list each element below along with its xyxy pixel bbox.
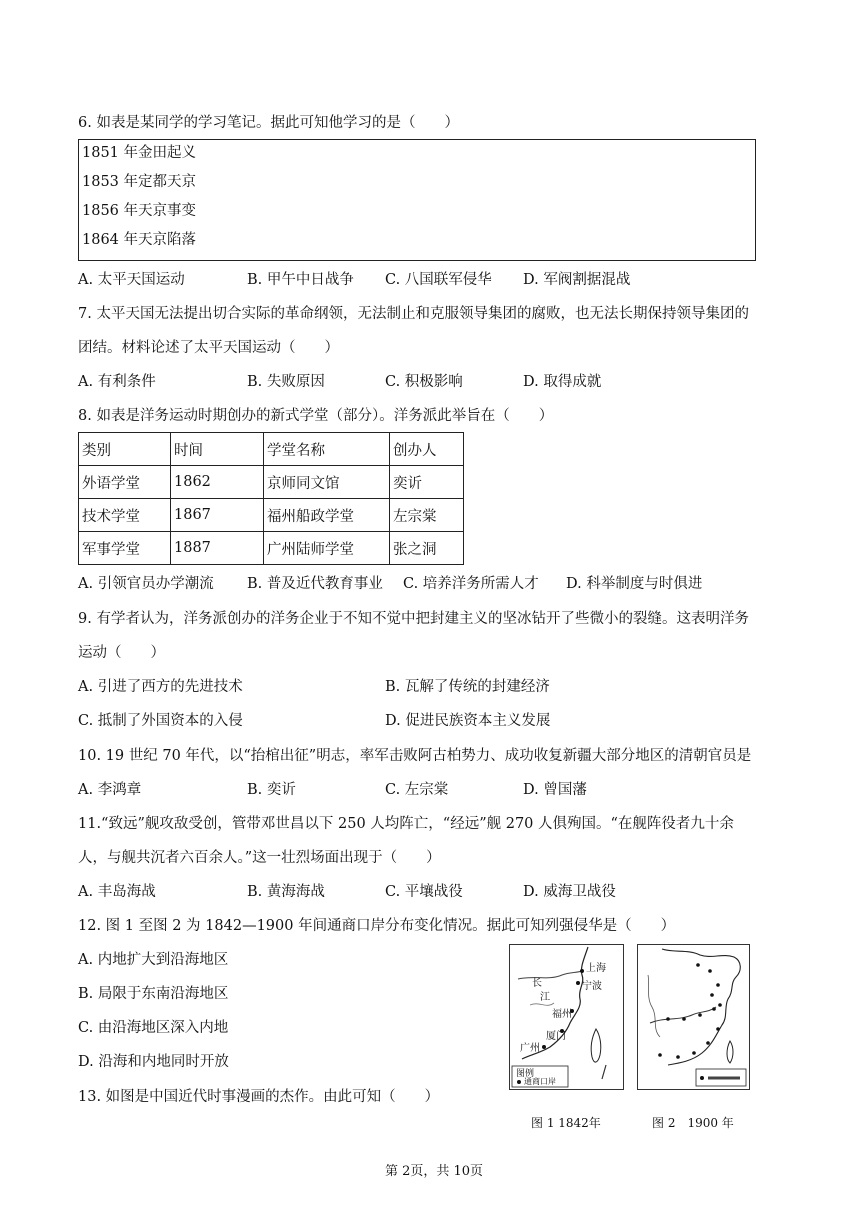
table-row: [79, 499, 464, 532]
q10-option-d[interactable]: D. 曾国藩: [523, 782, 587, 798]
q9-option-c[interactable]: C. 抵制了外国资本的入侵: [78, 713, 243, 729]
q9-option-b[interactable]: B. 瓦解了传统的封建经济: [385, 679, 550, 695]
q13-stem: 13. 如图是中国近代时事漫画的杰作。由此可知（ ）: [78, 1089, 440, 1105]
q7-stem-line2: 团结。材料论述了太平天国运动（ ）: [78, 340, 339, 356]
q10-stem: 10. 19 世纪 70 年代，以“抬棺出征”明志，率军击败阿古柏势力、成功收复新疆大部分地区的清朝官员是: [78, 748, 752, 764]
map-label: 宁波: [582, 981, 602, 992]
q9-option-a[interactable]: A. 引进了西方的先进技术: [78, 679, 243, 695]
map-label: 广州: [520, 1043, 540, 1054]
q8-stem: 8. 如表是洋务运动时期创办的新式学堂（部分）。洋务派此举旨在（ ）: [78, 408, 554, 424]
map-label: 上海: [586, 963, 606, 974]
table-cell: 技术学堂: [79, 499, 171, 532]
q6-note: 1853 年定都天京: [82, 174, 197, 190]
map-1900-caption: 图 2 1900 年: [652, 1116, 734, 1130]
table-cell: 左宗棠: [390, 499, 464, 532]
q10-option-c[interactable]: C. 左宗棠: [385, 782, 449, 798]
map-label: 江: [540, 992, 550, 1003]
table-cell: 军事学堂: [79, 532, 171, 565]
q6-notes-box: [78, 139, 756, 261]
map-label: 长: [532, 978, 542, 989]
q6-note: 1856 年天京事变: [82, 203, 197, 219]
map-1900-drawing: [638, 945, 749, 1089]
q11-option-b[interactable]: B. 黄海海战: [247, 884, 325, 900]
table-cell: 奕䜣: [390, 466, 464, 499]
q8-option-d[interactable]: D. 科举制度与时俱进: [566, 576, 703, 592]
q11-option-a[interactable]: A. 丰岛海战: [78, 884, 156, 900]
table-cell: 1887: [171, 532, 264, 565]
table-cell: 1862: [171, 466, 264, 499]
table-header-row: [79, 433, 464, 466]
map-1842: [509, 944, 624, 1090]
q6-option-b[interactable]: B. 甲午中日战争: [247, 272, 354, 288]
q12-option-b[interactable]: B. 局限于东南沿海地区: [78, 986, 229, 1002]
map-legend-title: 图例: [516, 1069, 535, 1079]
table-cell: 广州陆师学堂: [264, 532, 390, 565]
q12-option-a[interactable]: A. 内地扩大到沿海地区: [78, 952, 229, 968]
q12-option-c[interactable]: C. 由沿海地区深入内地: [78, 1020, 229, 1036]
table-cell: 福州船政学堂: [264, 499, 390, 532]
map-1900: [637, 944, 750, 1090]
q8-option-c[interactable]: C. 培养洋务所需人才: [403, 576, 539, 592]
q12-stem: 12. 图 1 至图 2 为 1842—1900 年间通商口岸分布变化情况。据此可知列强侵华是（ ）: [78, 918, 676, 934]
q6-option-c[interactable]: C. 八国联军侵华: [385, 272, 492, 288]
q6-option-d[interactable]: D. 军阀割据混战: [523, 272, 631, 288]
q7-option-b[interactable]: B. 失败原因: [247, 374, 325, 390]
q8-option-b[interactable]: B. 普及近代教育事业: [247, 576, 383, 592]
q10-option-b[interactable]: B. 奕䜣: [247, 782, 296, 798]
table-header-cell: 创办人: [390, 433, 464, 466]
table-header-cell: 类别: [79, 433, 171, 466]
map-label: 厦门: [546, 1031, 566, 1042]
q12-option-d[interactable]: D. 沿海和内地同时开放: [78, 1054, 229, 1070]
q7-option-d[interactable]: D. 取得成就: [523, 374, 602, 390]
q6-note: 1864 年天京陷落: [82, 232, 197, 248]
table-cell: 外语学堂: [79, 466, 171, 499]
map-label: 福州: [552, 1009, 572, 1020]
page-footer: 第 2页，共 10页: [384, 1164, 484, 1179]
q11-stem-line1: 11.“致远”舰攻敌受创，管带邓世昌以下 250 人均阵亡，“经远”舰 270 人俱殉国。“在舰阵役者九十余: [78, 816, 734, 832]
q6-note: 1851 年金田起义: [82, 145, 197, 161]
q7-stem-line1: 7. 太平天国无法提出切合实际的革命纲领，无法制止和克服领导集团的腐败，也无法长期保持领导集团的: [78, 306, 749, 322]
q11-option-d[interactable]: D. 威海卫战役: [523, 884, 616, 900]
table-cell: 京师同文馆: [264, 466, 390, 499]
q8-option-a[interactable]: A. 引领官员办学潮流: [78, 576, 214, 592]
table-header-cell: 时间: [171, 433, 264, 466]
table-cell: 张之洞: [390, 532, 464, 565]
q11-stem-line2: 人，与舰共沉者六百余人。”这一壮烈场面出现于（ ）: [78, 850, 441, 866]
table-row: [79, 466, 464, 499]
map-legend-item: 通商口岸: [524, 1077, 556, 1086]
q11-option-c[interactable]: C. 平壤战役: [385, 884, 463, 900]
table-cell: 1867: [171, 499, 264, 532]
q6-option-a[interactable]: A. 太平天国运动: [78, 272, 185, 288]
q6-stem: 6. 如表是某同学的学习笔记。据此可知他学习的是（ ）: [78, 115, 459, 131]
q8-schools-table: [78, 432, 464, 565]
q7-option-a[interactable]: A. 有利条件: [78, 374, 156, 390]
q7-option-c[interactable]: C. 积极影响: [385, 374, 463, 390]
table-header-cell: 学堂名称: [264, 433, 390, 466]
q9-option-d[interactable]: D. 促进民族资本主义发展: [385, 713, 551, 729]
q9-stem-line1: 9. 有学者认为，洋务派创办的洋务企业于不知不觉中把封建主义的坚冰钻开了些微小的裂缝。这表明洋务: [78, 611, 749, 627]
q10-option-a[interactable]: A. 李鸿章: [78, 782, 142, 798]
q9-stem-line2: 运动（ ）: [78, 645, 165, 661]
map-1842-caption: 图 1 1842年: [531, 1116, 601, 1130]
table-row: [79, 532, 464, 565]
